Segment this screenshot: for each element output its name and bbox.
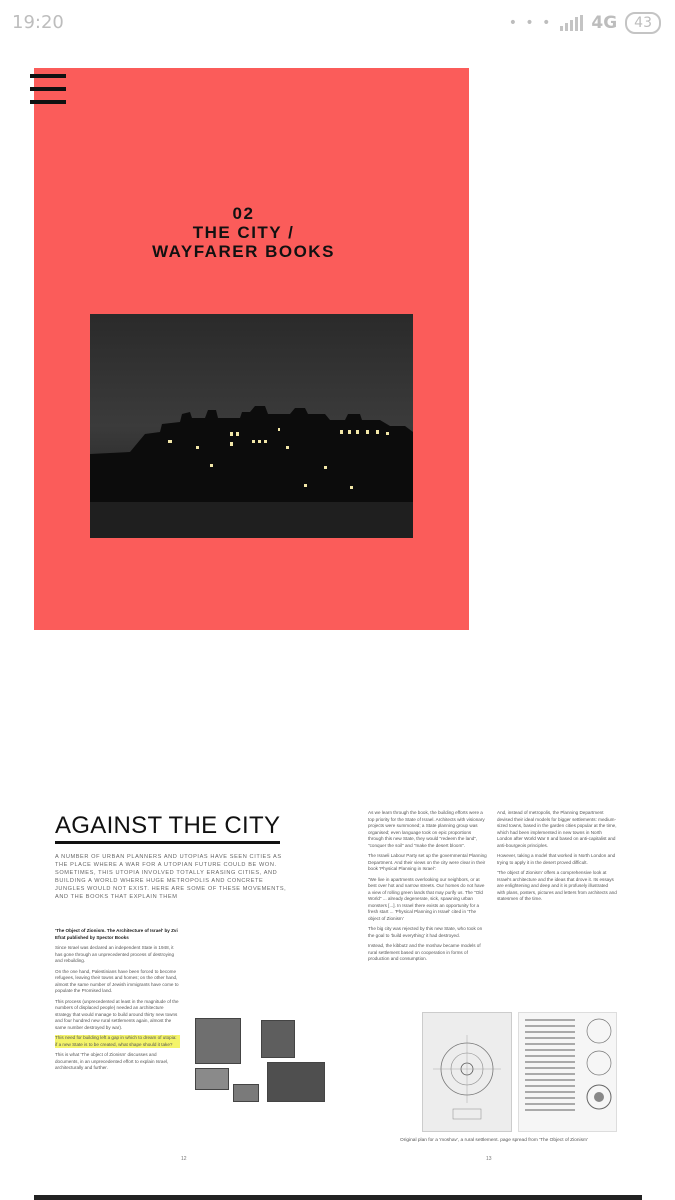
- collage-photo: [195, 1068, 229, 1090]
- status-icons: [509, 12, 661, 34]
- middle-col-paragraph: "We live in apartments overlooking our neighbors, or at best over hot and narrow streets. Our homes do not have a view of rolling green lands that may purify us. The "Old World" ... already degenerate, sick, spawning urban monsters [...]. In Israel there exists an opportunity for a fresh start ... 'Physical Planning in Israel' cited in 'The object of Zionism': [368, 876, 485, 921]
- bottom-divider: [34, 1195, 642, 1200]
- notification-dots-icon: • • •: [508, 15, 553, 31]
- signal-icon: [560, 15, 583, 31]
- page-number-left: 12: [181, 1156, 187, 1162]
- right-col-paragraph: However, taking a model that worked in North London and trying to apply it in the desert proved difficult.: [497, 853, 616, 865]
- page-number-right: 13: [486, 1156, 492, 1162]
- moshav-plan-variants-graphic: [519, 1013, 616, 1131]
- menu-icon[interactable]: [30, 74, 66, 106]
- cover-title: [34, 204, 453, 261]
- article-heading: AGAINST THE CITY: [55, 812, 280, 844]
- right-column: [497, 810, 617, 907]
- left-column: [55, 928, 180, 1076]
- collage-photo: [195, 1018, 241, 1064]
- middle-column: [368, 810, 488, 967]
- left-col-paragraph: Since Israel was declared an independent State in 1948, it has gone through an unprecedented process of destroying and rebuilding.: [55, 945, 175, 963]
- moshav-plan-drawing: [422, 1012, 512, 1132]
- night-city-photo-graphic: [90, 314, 413, 538]
- cover-title-line1: THE CITY /: [192, 223, 295, 242]
- left-col-paragraph: This is what 'The object of Zionism' discusses and documents, in an unprecedented effort to explain Israel, architecturally and further.: [55, 1052, 169, 1070]
- article-intro: A NUMBER OF URBAN PLANNERS AND UTOPIAS HAVE SEEN CITIES AS THE PLACE WHERE A WAR FOR A UTOPIAN FUTURE COULD BE WON. SOMETIMES, THIS UTOPIA INVOLVED TOTALLY ERASING CITIES, AND BUILDING A WORLD WHERE HUGE METROPOLIS AND CONCRETE JUNGLES WOULD NOT EXIST. HERE ARE SOME OF THESE MOVEMENTS, AND THE BOOKS THAT EXPLAIN THEM: [55, 854, 287, 900]
- status-bar: [0, 0, 675, 46]
- left-col-paragraph: This process (unprecedented at least in the magnitude of the numbers of displaced people) needed an architecture strategy that would manage to build around thirty new towns and four hundred new rural settlements again, almost the same number destroyed by war).: [55, 998, 179, 1030]
- collage-photo: [261, 1020, 295, 1058]
- cover-number: 02: [232, 204, 255, 223]
- battery-level: 43: [625, 12, 661, 34]
- left-col-paragraph: 'The Object of Zionism. The Architecture of Israel' by Zvi Efrat published by Spector Books: [55, 928, 178, 940]
- highlighted-paragraph: This need for building left a gap in which to dream of utopia: if a new State is to be created, what shape should it take?: [55, 1035, 180, 1048]
- network-type: 4G: [591, 13, 618, 33]
- left-col-paragraph: On the one hand, Palestinians have been forced to become refugees, leaving their towns and homes; on the other hand, almost the same number of Jewish immigrants have come to populate the Promised land.: [55, 968, 179, 993]
- middle-col-paragraph: Instead, the kibbutz and the moshav became models of rural settlement based on cooperation in forms of production and consumption.: [368, 943, 481, 961]
- moshav-plan-graphic: [423, 1013, 511, 1131]
- figure-caption: Original plan for a 'moshav', a rural settlement. page spread from 'The Object of Zionism': [400, 1138, 588, 1143]
- night-city-photo: [90, 314, 413, 538]
- middle-col-paragraph: As we learn through the book, the building efforts were a top priority for the State of Israel. Architects with visionary projects were summoned; a State planning group was organised; even language took on epic proportions through this new State, they would "redeem the land", "conquer the soil" and "make the desert bloom".: [368, 810, 485, 848]
- middle-col-paragraph: The big city was rejected by this new State, who took on the goal to 'build everything' it had destroyed.: [368, 926, 483, 938]
- collage-photo: [267, 1062, 325, 1102]
- middle-col-paragraph: The Israeli Labour Party set up the governmental Planning Department. And their views on the city were clear in their book 'Physical Planning in Israel':: [368, 853, 487, 871]
- cover-title-line2: WAYFARER BOOKS: [152, 242, 335, 261]
- status-time: 19:20: [12, 12, 64, 33]
- collage-photo: [233, 1084, 259, 1102]
- moshav-plan-variants: [518, 1012, 617, 1132]
- right-col-paragraph: 'The object of Zionism' offers a comprehensive look at Israel's architecture and the ideas that drove it. Its essays are enlightening and deep and it is profusely illustrated with plans, posters, pictures and letters from architects and statesmen of the time.: [497, 870, 617, 901]
- right-col-paragraph: And, instead of metropolis, the Planning Department devised their ideal models for bigger settlements: medium-sized towns, based in the garden cities popular at the time, which had been implemented in new towns in North London after World War II and based on anti-capitalist and anti-bourgeois principles.: [497, 810, 617, 848]
